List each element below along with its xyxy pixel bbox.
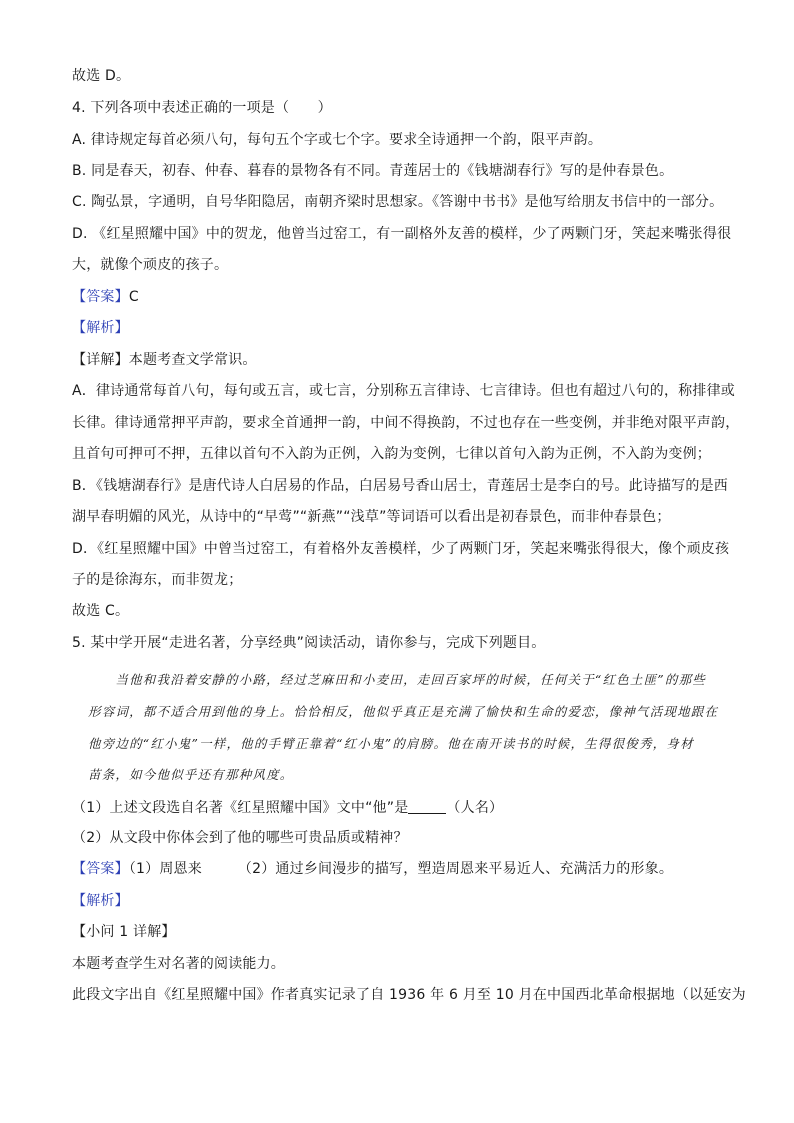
option-c: C. 陶弘景，字通明，自号华阳隐居，南朝齐梁时思想家。《答谢中书书》是他写给朋友书信中的一部分。 <box>72 194 724 210</box>
question-4: 4. 下列各项中表述正确的一项是（ ） <box>72 100 332 116</box>
explain-line: 且首句可押可不押，五律以首句不入韵为正例，入韵为变例，七律以首句入韵为正例，不入韵为变例； <box>72 446 711 462</box>
sub-question-2: （2）从文段中你体会到了他的哪些可贵品质或精神？ <box>72 830 408 846</box>
question-5: 5. 某中学开展“走进名著，分享经典”阅读活动，请你参与，完成下列题目。 <box>72 635 546 651</box>
explain-line: A．律诗通常每首八句，每句或五言，或七言，分别称五言律诗、七言律诗。但也有超过八句的，称排律或 <box>72 383 735 399</box>
answer-value: C <box>128 289 139 305</box>
explain-line: 子的是徐海东，而非贺龙； <box>72 572 243 588</box>
option-a: A. 律诗规定每首必须八句，每句五个字或七个字。要求全诗通押一个韵，限平声韵。 <box>72 132 603 148</box>
explain-line: 长律。律诗通常押平声韵，要求全首通押一韵，中间不得换韵，不过也存在一些变例，并非绝对限平声韵， <box>72 415 740 431</box>
explain-line: 湖早春明媚的风光，从诗中的“早莺”“新燕”“浅草”等词语可以看出是初春景色，而非仲春景色； <box>72 509 671 525</box>
excerpt-line: 形容词，都不适合用到他的身上。恰恰相反，他似乎真正是充满了愉快和生命的爱恋，像神气活现地跟在 <box>88 704 719 719</box>
sub-detail-label: 【小问 1 详解】 <box>72 924 176 940</box>
answer-label: 【答案】 <box>72 861 129 877</box>
option-d: D. 《红星照耀中国》中的贺龙，他曾当过窑工，有一副格外友善的模样，少了两颗门牙，笑起来嘴张得很 <box>72 226 732 242</box>
analysis-label: 【解析】 <box>72 320 129 336</box>
text-line: 本题考查学生对名著的阅读能力。 <box>72 956 285 972</box>
conclusion-line: 故选 C。 <box>72 603 130 619</box>
text-line: 此段文字出自《红星照耀中国》作者真实记录了自 1936 年 6 月至 10 月在中国西北革命根据地（以延安为 <box>72 987 746 1003</box>
detail-line: 【详解】本题考查文学常识。 <box>72 352 257 368</box>
answer-blank <box>408 799 446 814</box>
option-b: B. 同是春天，初春、仲春、暮春的景物各有不同。青莲居士的《钱塘湖春行》写的是仲春景色。 <box>72 163 674 179</box>
sub-question-1: （1）上述文段选自名著《红星照耀中国》文中“他”是 （人名） <box>72 800 504 816</box>
excerpt-line: 他旁边的“红小鬼”一样，他的手臂正靠着“红小鬼”的肩膀。他在南开读书的时候，生得很俊秀，身材 <box>88 736 694 751</box>
excerpt-line: 当他和我沿着安静的小路，经过芝麻田和小麦田，走回百家坪的时候，任何关于“红色土匪”的那些 <box>88 672 706 687</box>
option-d-cont: 大，就像个顽皮的孩子。 <box>72 257 229 273</box>
answer-line-2: 【答案】（1）周恩来 （2）通过乡间漫步的描写，塑造周恩来平易近人、充满活力的形象。 <box>72 861 674 877</box>
answer-line <box>72 287 732 307</box>
explain-line: D．《红星照耀中国》中曾当过窑工，有着格外友善模样，少了两颗门牙，笑起来嘴张得很大，像个顽皮孩 <box>72 541 730 557</box>
text-line: 故选 D。 <box>72 68 131 84</box>
excerpt-line: 苗条，如今他似乎还有那种风度。 <box>88 767 294 782</box>
explain-line: B．《钱塘湖春行》是唐代诗人白居易的作品，白居易号香山居士，青莲居士是李白的号。此诗描写的是西 <box>72 478 729 494</box>
answer-label: 【答案】 <box>72 289 129 305</box>
analysis-label: 【解析】 <box>72 893 129 909</box>
